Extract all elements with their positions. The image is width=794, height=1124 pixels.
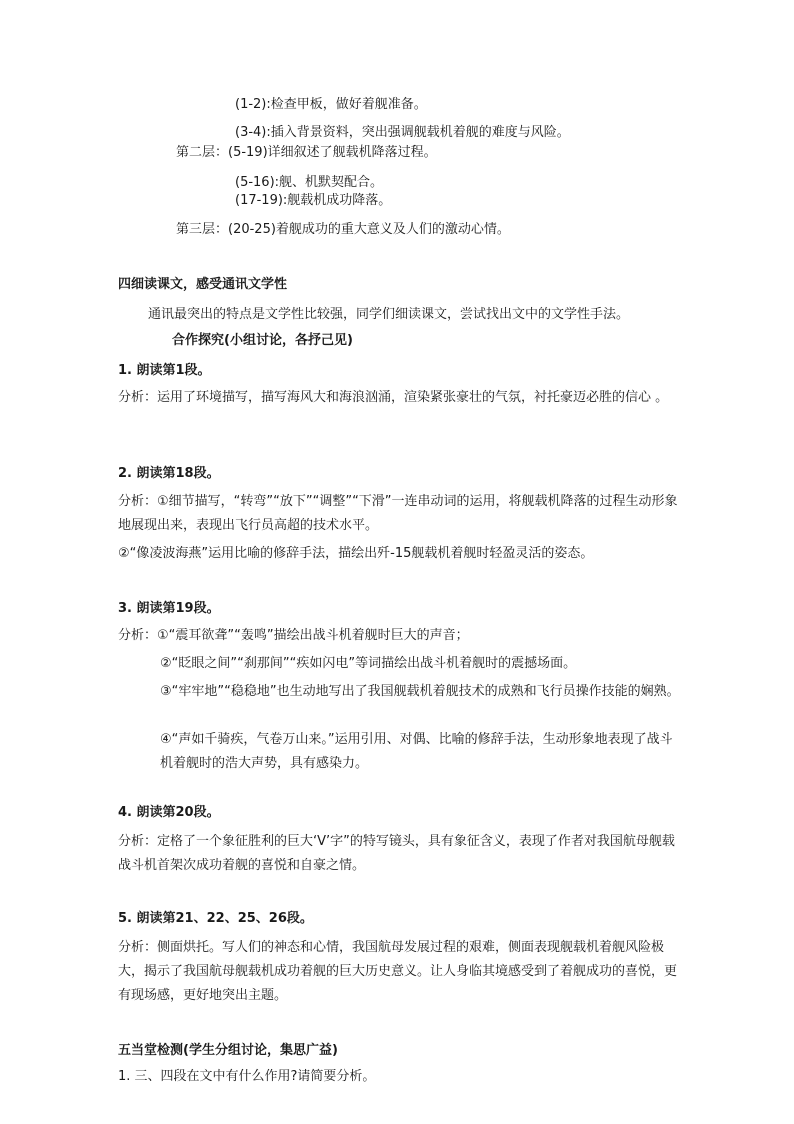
question-3-analysis-3: ③“牢牢地”“稳稳地”也生动地写出了我国舰载机着舰技术的成熟和飞行员操作技能的娴熟。 [160, 684, 680, 699]
structure-item-17-19: (17-19):舰载机成功降落。 [235, 193, 392, 208]
structure-item-3-4: (3-4):插入背景资料，突出强调舰载机着舰的难度与风险。 [235, 125, 570, 140]
question-3-analysis-2: ②“眨眼之间”“刹那间”“疾如闪电”等词描绘出战斗机着舰时的震撼场面。 [160, 656, 577, 671]
question-3-analysis-1: 分析：①“震耳欲聋”“轰鸣”描绘出战斗机着舰时巨大的声音； [118, 628, 469, 643]
structure-item-5-16: (5-16):舰、机默契配合。 [235, 175, 384, 190]
question-2-title: 2. 朗读第18段。 [118, 466, 220, 481]
question-5-analysis: 分析：侧面烘托。写人们的神态和心情，我国航母发展过程的艰难，侧面表现舰载机着舰风险极大，揭示了我国航母舰载机成功着舰的巨大历史意义。让人身临其境感受到了着舰成功的喜悦，更有现场感，更好地突出主题。 [118, 940, 678, 1003]
question-2-analysis-1: 分析：①细节描写，“转弯”“放下”“调整”“下滑”一连串动词的运用，将舰载机降落的过程生动形象地展现出来，表现出飞行员高超的技术水平。 [118, 494, 678, 533]
question-3-analysis-4: ④“声如千骑疾，气卷万山来。”运用引用、对偶、比喻的修辞手法，生动形象地表现了战斗机着舰时的浩大声势，具有感染力。 [160, 732, 673, 771]
question-2-analysis-2: ②“像凌波海燕”运用比喻的修辞手法，描绘出歼-15舰载机着舰时轻盈灵活的姿态。 [118, 546, 594, 561]
question-4-analysis: 分析：定格了一个象征胜利的巨大‘V’字”的特写镜头，具有象征含义，表现了作者对我国航母舰载战斗机首架次成功着舰的喜悦和自豪之情。 [118, 834, 675, 873]
question-4-title: 4. 朗读第20段。 [118, 805, 220, 820]
structure-layer-2: 第二层：(5-19)详细叙述了舰载机降落过程。 [176, 145, 437, 160]
question-1-title: 1. 朗读第1段。 [118, 363, 211, 378]
structure-item-1-2: (1-2):检查甲板，做好着舰准备。 [235, 97, 427, 112]
cooperative-inquiry-heading: 合作探究(小组讨论，各抒己见) [172, 333, 353, 348]
question-5-title: 5. 朗读第21、22、25、26段。 [118, 911, 313, 926]
section-5-question-1: 1. 三、四段在文中有什么作用?请简要分析。 [118, 1069, 376, 1084]
question-3-title: 3. 朗读第19段。 [118, 601, 220, 616]
section-4-intro: 通讯最突出的特点是文学性比较强，同学们细读课文，尝试找出文中的文学性手法。 [148, 307, 630, 322]
structure-layer-3: 第三层：(20-25)着舰成功的重大意义及人们的激动心情。 [176, 222, 510, 237]
section-5-heading: 五当堂检测(学生分组讨论，集思广益) [118, 1043, 338, 1058]
section-4-heading: 四细读课文，感受通讯文学性 [118, 277, 288, 292]
question-1-analysis: 分析：运用了环境描写，描写海风大和海浪汹涌，渲染紧张豪壮的气氛，衬托豪迈必胜的信心 。 [118, 390, 669, 405]
